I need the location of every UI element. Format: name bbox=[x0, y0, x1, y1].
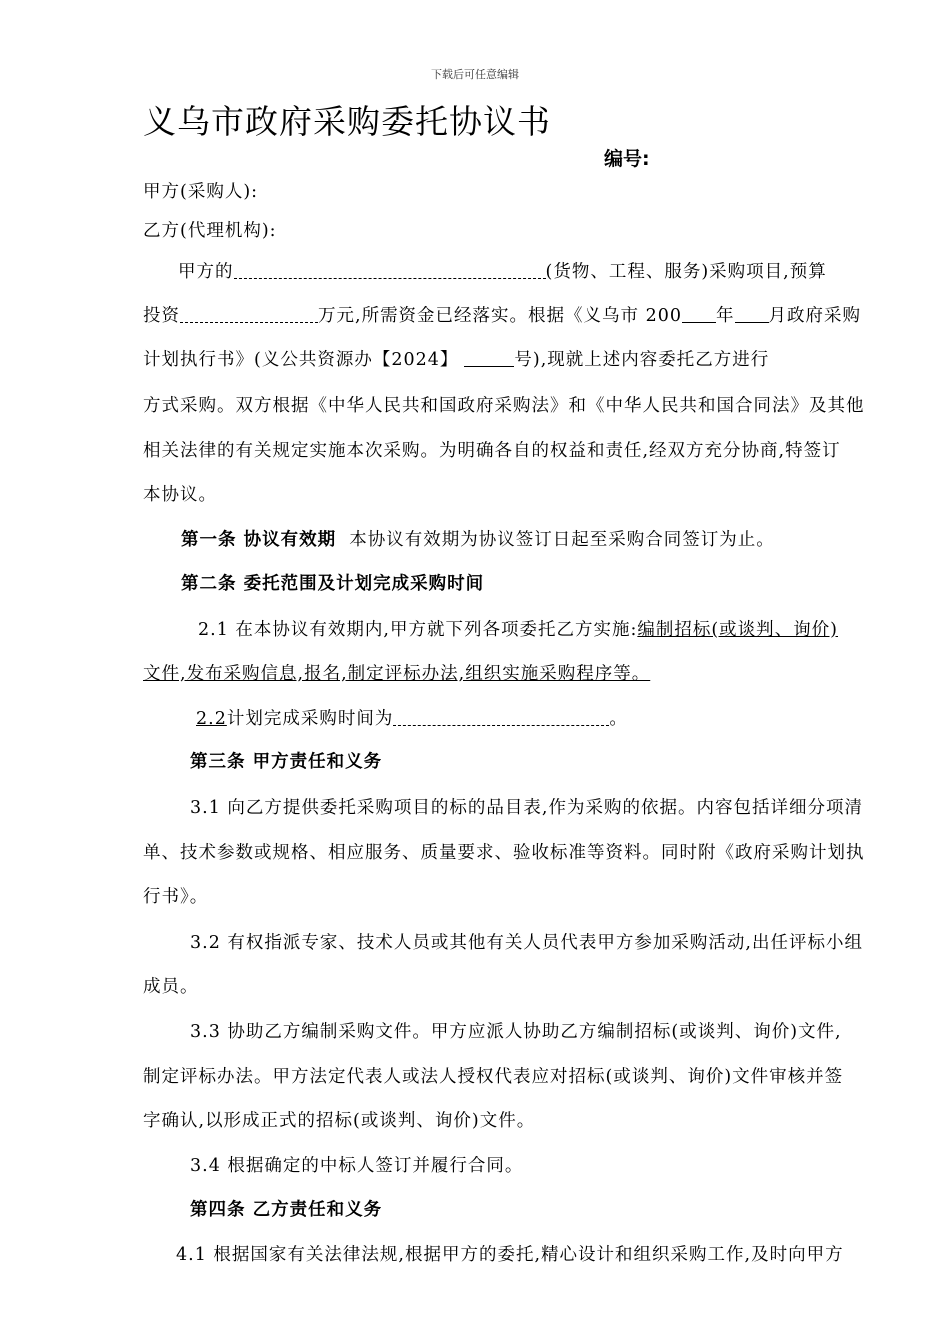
clause-3-4: 3.4 根据确定的中标人签订并履行合同。 bbox=[190, 1156, 524, 1176]
clause-4-1-line-1: 4.1 根据国家有关法律法规,根据甲方的委托,精心设计和组织采购工作,及时向甲方 bbox=[176, 1245, 844, 1265]
party-b-line: 乙方(代理机构): bbox=[143, 221, 277, 241]
article-1 bbox=[181, 526, 775, 551]
clause-3-2-line-1: 3.2 有权指派专家、技术人员或其他有关人员代表甲方参加采购活动,出任评标小组 bbox=[190, 933, 863, 953]
clause-2-1-line-1 bbox=[198, 616, 838, 641]
document-title: 义乌市政府采购委托协议书 bbox=[143, 102, 551, 141]
article-3-heading: 第三条 甲方责任和义务 bbox=[190, 752, 383, 772]
intro-text: 月政府采购 bbox=[768, 306, 862, 326]
party-a-line: 甲方(采购人): bbox=[143, 182, 259, 202]
clause-3-3-line-3: 字确认,以形成正式的招标(或谈判、询价)文件。 bbox=[143, 1111, 536, 1131]
clause-text: 。 bbox=[609, 709, 628, 729]
number-label: 编号: bbox=[604, 148, 650, 170]
clause-3-2-line-2: 成员。 bbox=[143, 977, 199, 997]
clause-3-3-line-1: 3.3 协助乙方编制采购文件。甲方应派人协助乙方编制招标(或谈判、询价)文件, bbox=[190, 1022, 842, 1042]
clause-underlined-text: 编制招标(或谈判、询价) bbox=[637, 620, 839, 640]
article-4-heading: 第四条 乙方责任和义务 bbox=[190, 1200, 383, 1220]
clause-text: 2.1 在本协议有效期内,甲方就下列各项委托乙方实施: bbox=[198, 620, 638, 640]
intro-line-5: 相关法律的有关规定实施本次采购。为明确各自的权益和责任,经双方充分协商,特签订 bbox=[143, 441, 841, 461]
year-blank bbox=[682, 306, 716, 323]
completion-time-blank bbox=[393, 709, 609, 726]
clause-3-1-line-1: 3.1 向乙方提供委托采购项目的标的品目表,作为采购的依据。内容包括详细分项清 bbox=[190, 798, 863, 818]
intro-line-3 bbox=[143, 346, 769, 371]
intro-line-2 bbox=[143, 302, 861, 327]
clause-3-3-line-2: 制定评标办法。甲方法定代表人或法人授权代表应对招标(或谈判、询价)文件审核并签 bbox=[143, 1067, 844, 1087]
clause-2-2 bbox=[196, 705, 628, 730]
intro-line-6: 本协议。 bbox=[143, 485, 217, 505]
intro-text: 号),现就上述内容委托乙方进行 bbox=[514, 350, 770, 370]
intro-text: 计划执行书》(义公共资源办【2024】 bbox=[143, 350, 459, 370]
intro-text: (货物、工程、服务)采购项目,预算 bbox=[545, 262, 827, 282]
intro-line-1 bbox=[178, 258, 827, 283]
project-name-blank bbox=[234, 262, 546, 279]
clause-number: 2.2 bbox=[196, 709, 227, 729]
page-header: 下载后可任意编辑 bbox=[431, 68, 519, 81]
budget-blank bbox=[180, 306, 318, 323]
intro-text: 年 bbox=[716, 306, 735, 326]
intro-text: 投资 bbox=[143, 306, 180, 326]
doc-number-blank bbox=[464, 350, 514, 367]
article-2-heading: 第二条 委托范围及计划完成采购时间 bbox=[181, 574, 485, 594]
intro-line-4: 方式采购。双方根据《中华人民共和国政府采购法》和《中华人民共和国合同法》及其他 bbox=[143, 396, 865, 416]
clause-text: 计划完成采购时间为 bbox=[226, 709, 394, 729]
month-blank bbox=[735, 306, 769, 323]
clause-3-1-line-3: 行书》。 bbox=[143, 887, 209, 907]
article-1-text: 本协议有效期为协议签订日起至采购合同签订为止。 bbox=[349, 530, 775, 550]
intro-text: 甲方的 bbox=[178, 262, 234, 282]
article-1-heading: 第一条 协议有效期 bbox=[181, 530, 337, 550]
clause-2-1-line-2: 文件,发布采购信息,报名,制定评标办法,组织实施采购程序等。 bbox=[143, 664, 651, 684]
intro-text: 万元,所需资金已经落实。根据《义乌市 200 bbox=[318, 306, 683, 326]
clause-3-1-line-2: 单、技术参数或规格、相应服务、质量要求、验收标准等资料。同时附《政府采购计划执 bbox=[143, 843, 865, 863]
